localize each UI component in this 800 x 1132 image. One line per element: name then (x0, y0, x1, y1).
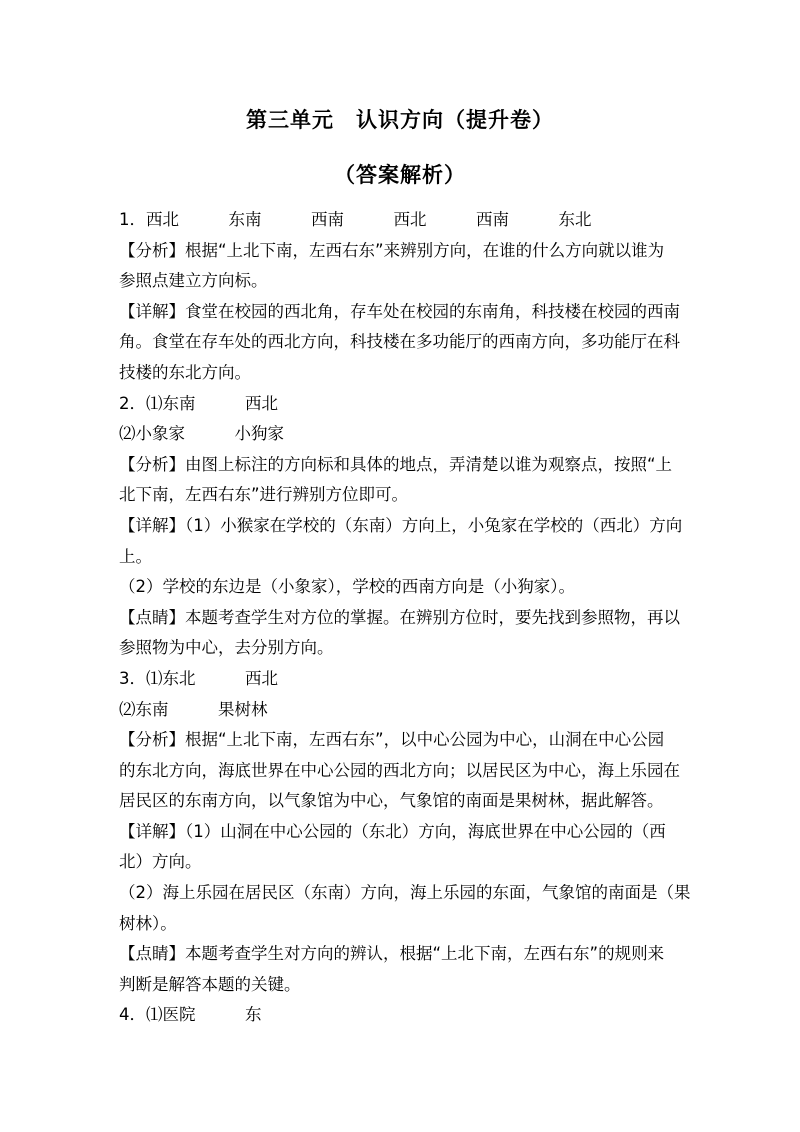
text-line: 角。食堂在存车处的西北方向，科技楼在多功能厅的西南方向，多功能厅在科 (119, 332, 680, 352)
text-line: 【分析】根据“上北下南，左西右东”来辨别方向，在谁的什么方向就以谁为 (119, 240, 665, 260)
text-line: 【详解】（1）山洞在中心公园的（东北）方向，海底世界在中心公园的（西 (119, 821, 666, 841)
text-line: 上。 (119, 546, 152, 566)
text-line: 北）方向。 (119, 852, 202, 872)
text-line: 【点睛】本题考查学生对方向的辨认，根据“上北下南，左西右东”的规则来 (119, 944, 665, 964)
text-line: 北下南，左西右东”进行辨别方位即可。 (119, 485, 409, 505)
text-line: （2）学校的东边是（小象家），学校的西南方向是（小狗家）。 (119, 577, 575, 597)
text-line: 【分析】由图上标注的方向标和具体的地点，弄清楚以谁为观察点，按照“上 (119, 454, 673, 474)
text-line: 居民区的东南方向，以气象馆为中心，气象馆的南面是果树林，据此解答。 (119, 791, 664, 811)
text-line: 【详解】食堂在校园的西北角，存车处在校园的东南角，科技楼在校园的西南 (119, 301, 680, 321)
text-line: 判断是解答本题的关键。 (119, 974, 301, 994)
text-line: 【点睛】本题考查学生对方位的掌握。在辨别方位时，要先找到参照物，再以 (119, 607, 680, 627)
text-line: （2）海上乐园在居民区（东南）方向，海上乐园的东面，气象馆的南面是（果 (119, 883, 691, 903)
text-line: 参照点建立方向标。 (119, 271, 268, 291)
text-line: ⑵小象家 小狗家 (119, 424, 284, 444)
text-line: 参照物为中心，去分别方向。 (119, 638, 334, 658)
text-line: 树林）。 (119, 913, 177, 933)
text-line: 技楼的东北方向。 (119, 362, 251, 382)
text-line: 2．⑴东南 西北 (119, 393, 278, 413)
text-line: ⑵东南 果树林 (119, 699, 268, 719)
document-title: 第三单元 认识方向（提升卷） (246, 108, 554, 132)
document-subtitle: （答案解析） (334, 163, 466, 187)
text-line: 的东北方向，海底世界在中心公园的西北方向；以居民区为中心，海上乐园在 (119, 760, 680, 780)
document-body (119, 205, 691, 1031)
text-line: 1．西北 东南 西南 西北 西南 东北 (119, 210, 592, 229)
text-line: 4．⑴医院 东 (119, 1005, 262, 1025)
text-line: 【分析】根据“上北下南，左西右东”，以中心公园为中心，山洞在中心公园 (119, 730, 665, 750)
text-line: 3．⑴东北 西北 (119, 668, 278, 688)
text-line: 【详解】（1）小猴家在学校的（东南）方向上，小兔家在学校的（西北）方向 (119, 515, 683, 535)
